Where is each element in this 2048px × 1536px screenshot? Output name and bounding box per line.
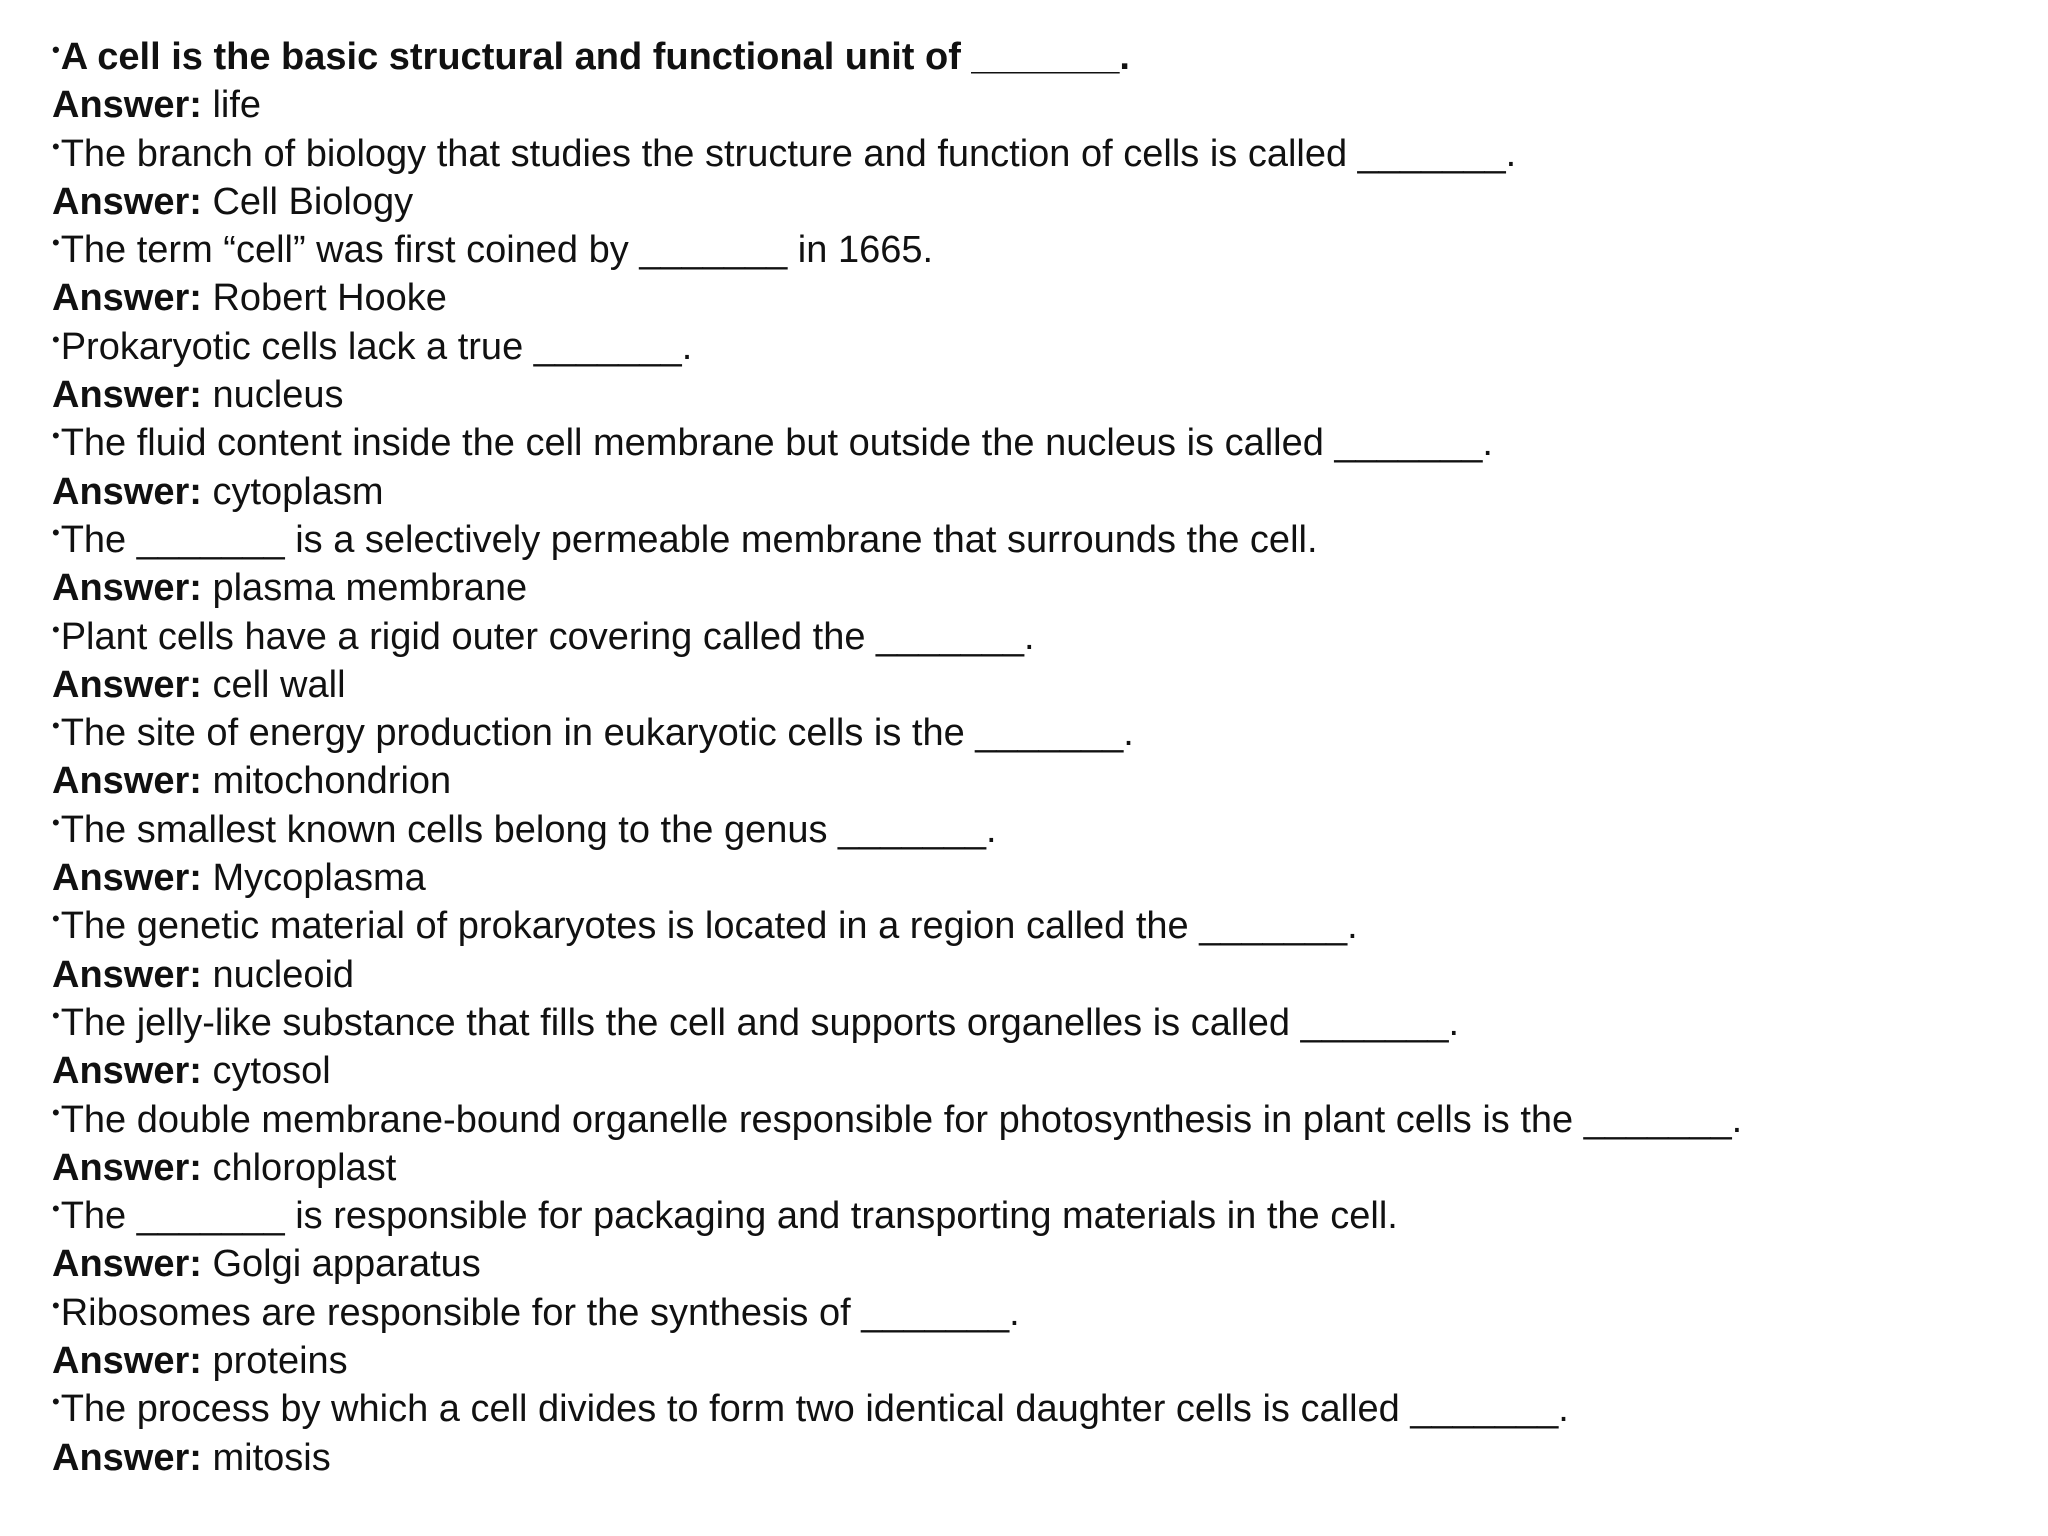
- bullet-icon: •: [52, 423, 60, 449]
- question-text: Ribosomes are responsible for the synthesis of _______.: [60, 1291, 1020, 1334]
- question-text: The process by which a cell divides to form two identical daughter cells is called _______.: [60, 1388, 1569, 1431]
- answer-label: Answer:: [52, 374, 202, 417]
- question-4: [52, 323, 2048, 371]
- question-text: The _______ is a selectively permeable membrane that surrounds the cell.: [60, 518, 1318, 561]
- bullet-icon: •: [52, 713, 60, 739]
- bullet-icon: •: [52, 326, 60, 352]
- answer-text: nucleus: [212, 374, 344, 417]
- answer-label: Answer:: [52, 180, 202, 223]
- answer-4: [52, 371, 2048, 419]
- answer-3: [52, 274, 2048, 322]
- question-6: [52, 516, 2048, 564]
- answer-label: Answer:: [52, 567, 202, 610]
- question-1: [52, 33, 2048, 81]
- bullet-icon: •: [52, 230, 60, 256]
- answer-2: [52, 178, 2048, 226]
- answer-text: nucleoid: [212, 953, 355, 996]
- answer-9: [52, 854, 2048, 902]
- question-2: [52, 130, 2048, 178]
- question-text: Plant cells have a rigid outer covering called the _______.: [60, 615, 1035, 658]
- question-text: The genetic material of prokaryotes is located in a region called the _______.: [60, 905, 1358, 948]
- answer-text: Robert Hooke: [212, 277, 447, 320]
- answer-11: [52, 1047, 2048, 1095]
- bullet-icon: •: [52, 1099, 60, 1125]
- question-11: [52, 999, 2048, 1047]
- answer-label: Answer:: [52, 277, 202, 320]
- answer-14: [52, 1337, 2048, 1385]
- answer-text: Mycoplasma: [212, 857, 426, 900]
- answer-text: cell wall: [212, 663, 346, 706]
- bullet-icon: •: [52, 37, 60, 62]
- answer-text: mitosis: [212, 1436, 331, 1479]
- answer-text: proteins: [212, 1340, 348, 1383]
- answer-label: Answer:: [52, 663, 202, 706]
- question-text: The branch of biology that studies the structure and function of cells is called _______.: [60, 132, 1517, 175]
- answer-8: [52, 757, 2048, 805]
- answer-5: [52, 468, 2048, 516]
- answer-text: cytoplasm: [212, 470, 384, 513]
- answer-text: plasma membrane: [212, 567, 528, 610]
- answer-label: Answer:: [52, 953, 202, 996]
- question-8: [52, 709, 2048, 757]
- answer-text: chloroplast: [212, 1146, 397, 1189]
- bullet-icon: •: [52, 1389, 60, 1415]
- question-text: The smallest known cells belong to the genus _______.: [60, 808, 997, 851]
- answer-label: Answer:: [52, 1436, 202, 1479]
- answer-text: Golgi apparatus: [212, 1243, 481, 1286]
- bullet-icon: •: [52, 133, 60, 159]
- answer-text: mitochondrion: [212, 760, 452, 803]
- answer-13: [52, 1240, 2048, 1288]
- question-3: [52, 226, 2048, 274]
- bullet-icon: •: [52, 1292, 60, 1318]
- answer-label: Answer:: [52, 84, 202, 127]
- answer-10: [52, 951, 2048, 999]
- answer-label: Answer:: [52, 1146, 202, 1189]
- question-text: The term “cell” was first coined by _______ in 1665.: [60, 229, 934, 272]
- question-text: The double membrane-bound organelle responsible for photosynthesis in plant cells is the _______.: [60, 1098, 1743, 1141]
- answer-label: Answer:: [52, 470, 202, 513]
- answer-label: Answer:: [52, 857, 202, 900]
- question-15: [52, 1385, 2048, 1433]
- question-5: [52, 419, 2048, 467]
- bullet-icon: •: [52, 906, 60, 932]
- question-9: [52, 806, 2048, 854]
- question-text: The fluid content inside the cell membrane but outside the nucleus is called _______.: [60, 422, 1493, 465]
- answer-label: Answer:: [52, 1050, 202, 1093]
- question-10: [52, 902, 2048, 950]
- answer-7: [52, 661, 2048, 709]
- question-text: The jelly-like substance that fills the cell and supports organelles is called _______.: [60, 1001, 1460, 1044]
- answer-12: [52, 1144, 2048, 1192]
- question-14: [52, 1289, 2048, 1337]
- answer-text: Cell Biology: [212, 180, 414, 223]
- question-13: [52, 1192, 2048, 1240]
- question-text: The _______ is responsible for packaging and transporting materials in the cell.: [60, 1195, 1398, 1238]
- answer-label: Answer:: [52, 1243, 202, 1286]
- bullet-icon: •: [52, 1002, 60, 1028]
- answer-text: cytosol: [212, 1050, 331, 1093]
- answer-label: Answer:: [52, 760, 202, 803]
- bullet-icon: •: [52, 519, 60, 545]
- question-12: [52, 1096, 2048, 1144]
- answer-text: life: [212, 84, 262, 127]
- question-text: A cell is the basic structural and functional unit of _______.: [60, 36, 1130, 78]
- question-text: The site of energy production in eukaryotic cells is the _______.: [60, 712, 1134, 755]
- answer-15: [52, 1434, 2048, 1482]
- bullet-icon: •: [52, 616, 60, 642]
- answer-6: [52, 564, 2048, 612]
- bullet-icon: •: [52, 1196, 60, 1222]
- answer-1: [52, 81, 2048, 129]
- bullet-icon: •: [52, 809, 60, 835]
- question-7: [52, 613, 2048, 661]
- question-text: Prokaryotic cells lack a true _______.: [60, 325, 693, 368]
- answer-label: Answer:: [52, 1340, 202, 1383]
